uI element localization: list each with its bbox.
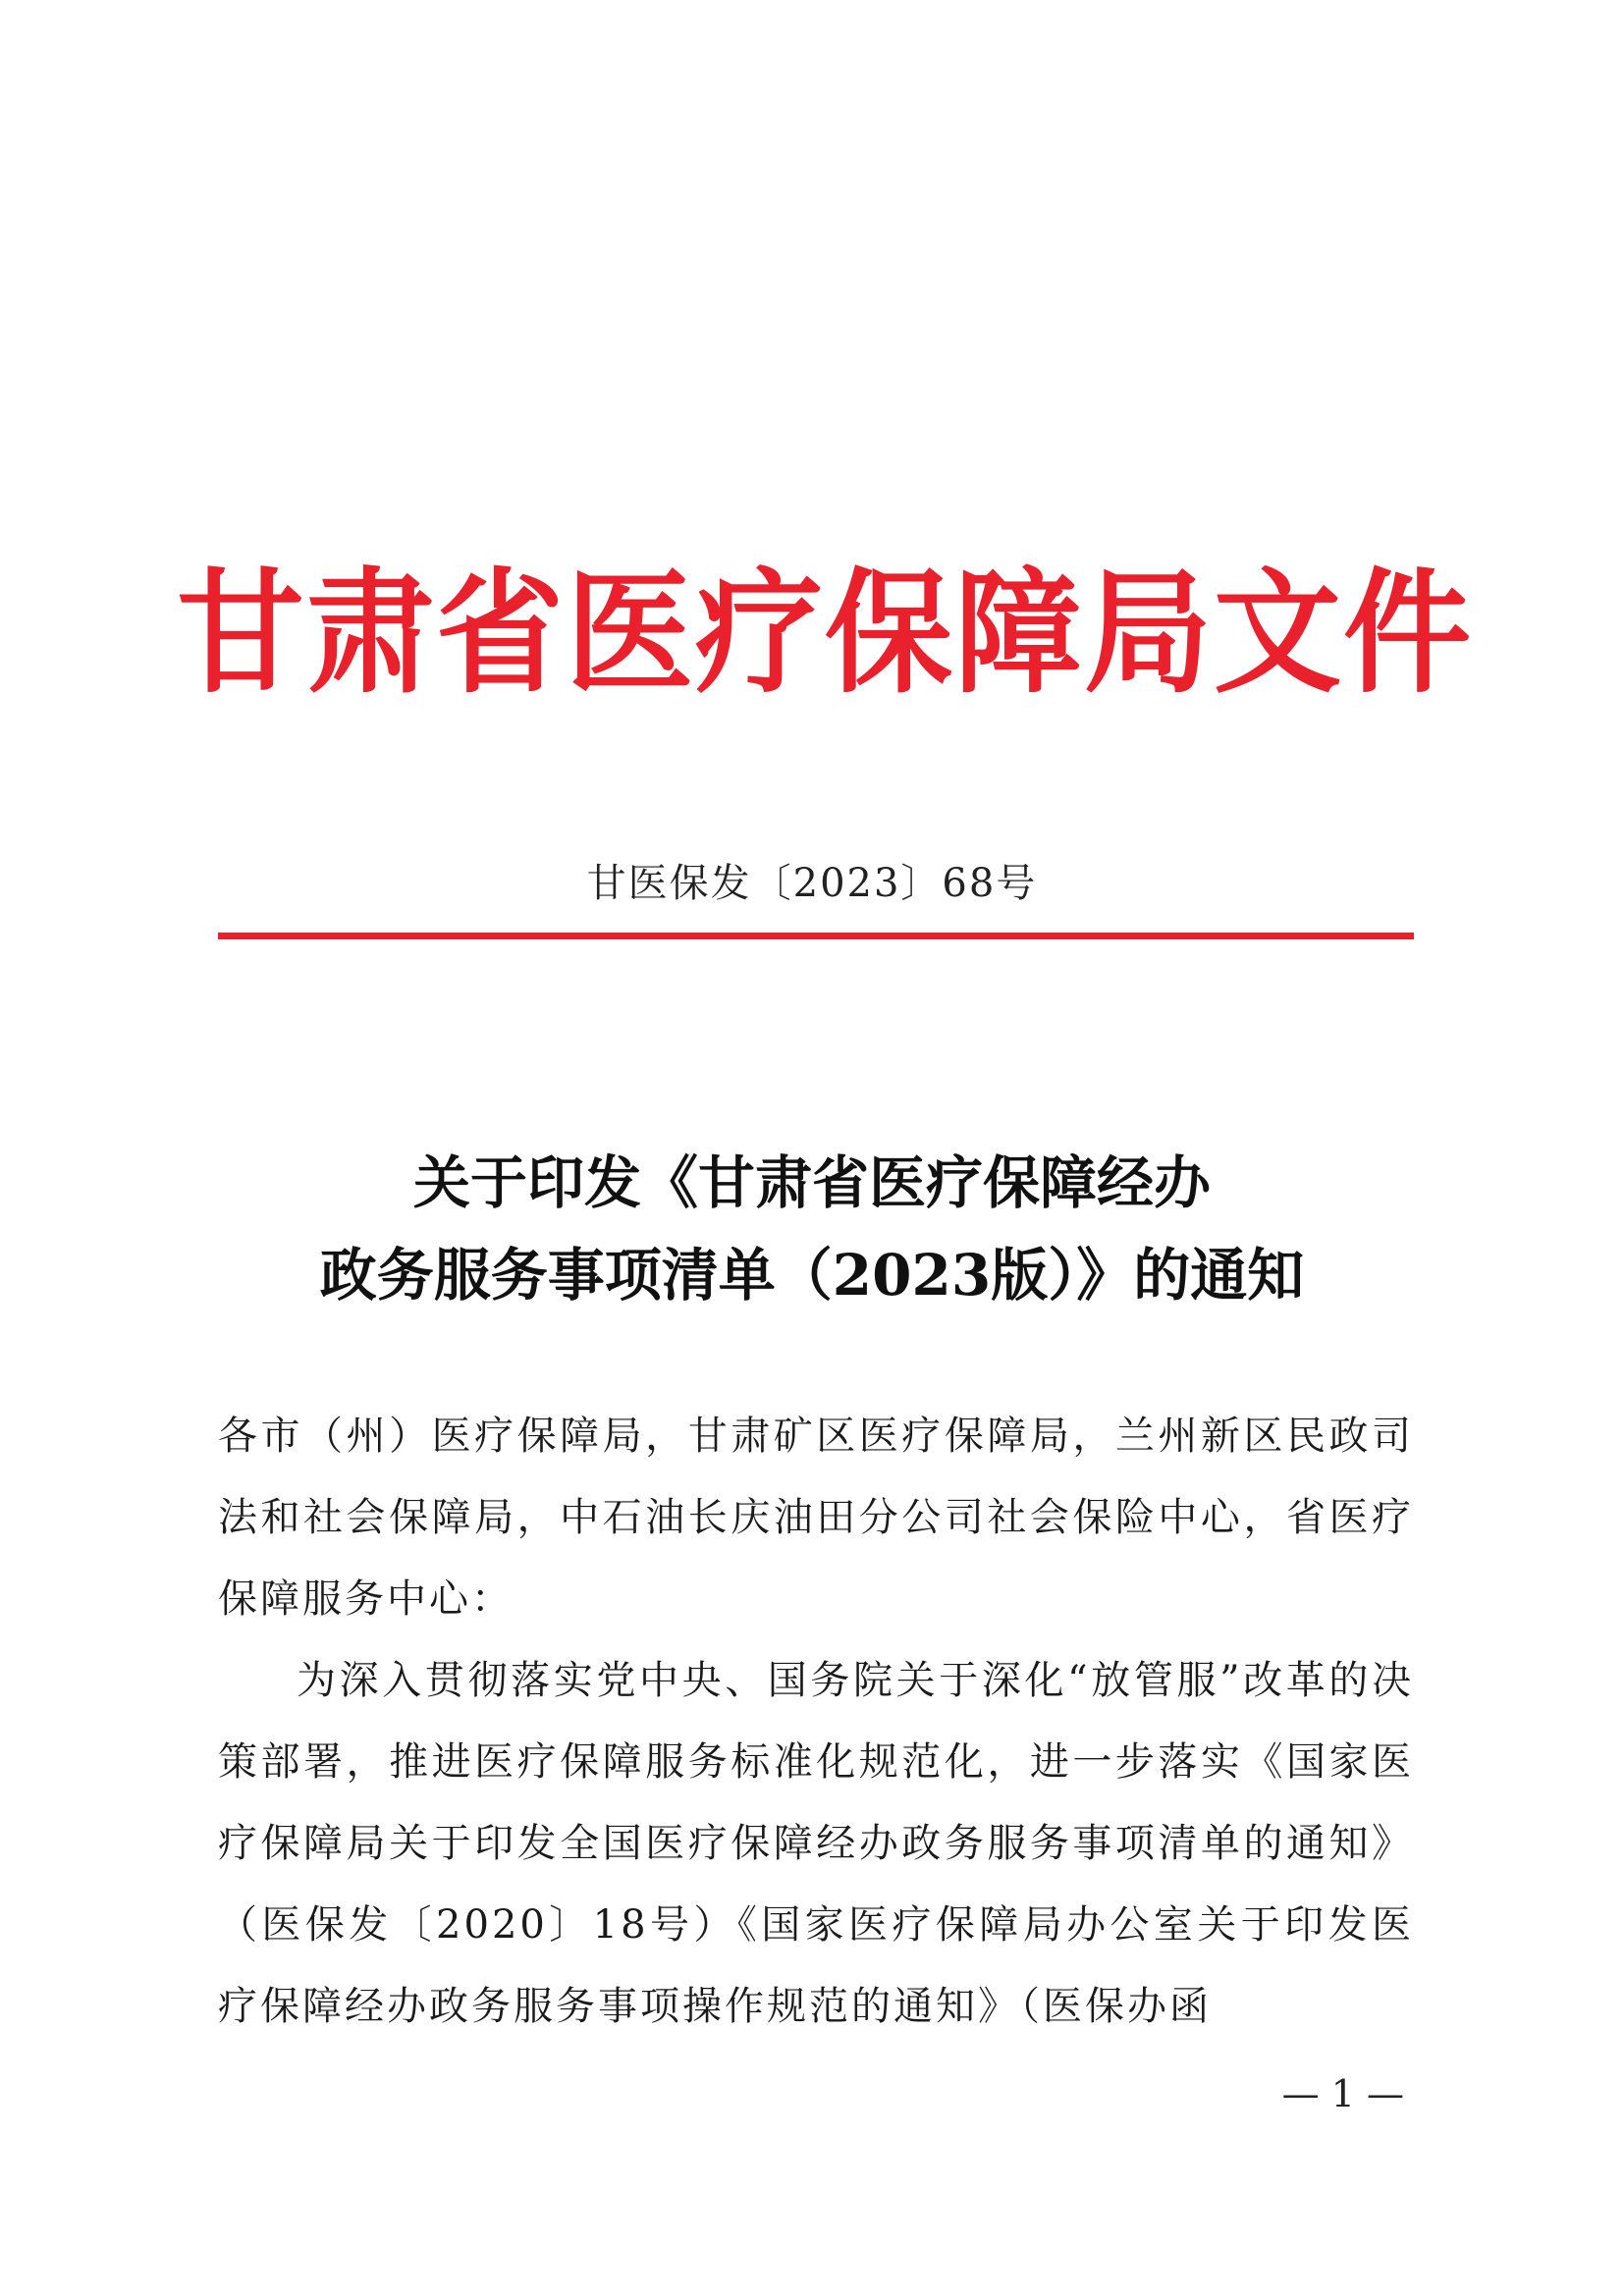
page-number: — 1 — [1281, 2072, 1404, 2115]
document-number: 甘医保发〔2023〕68号 [586, 861, 1038, 906]
masthead-title: 甘肃省医疗保障局文件 [177, 554, 1474, 712]
title-line-2: 政务服务事项清单（2023版）》的通知 [319, 1242, 1305, 1308]
title-line-1: 关于印发《甘肃省医疗保障经办 [412, 1149, 1211, 1216]
document-body [218, 1396, 1414, 2049]
document-title [196, 1137, 1428, 1321]
red-divider-rule [218, 933, 1414, 939]
body-paragraph: 为深入贯彻落实党中央、国务院关于深化“放管服”改革的决策部署，推进医疗保障服务标准化规范化，进一步落实《国家医疗保障局关于印发全国医疗保障经办政务服务事项清单的通知》（医保发〔2020〕18号）《国家医疗保障局办公室关于印发医疗保障经办政务服务事项操作规范的通知》（医保办函 [218, 1658, 1414, 2029]
addressee-paragraph: 各市（州）医疗保障局，甘肃矿区医疗保障局，兰州新区民政司法和社会保障局，中石油长庆油田分公司社会保险中心，省医疗保障服务中心： [218, 1414, 1414, 1622]
